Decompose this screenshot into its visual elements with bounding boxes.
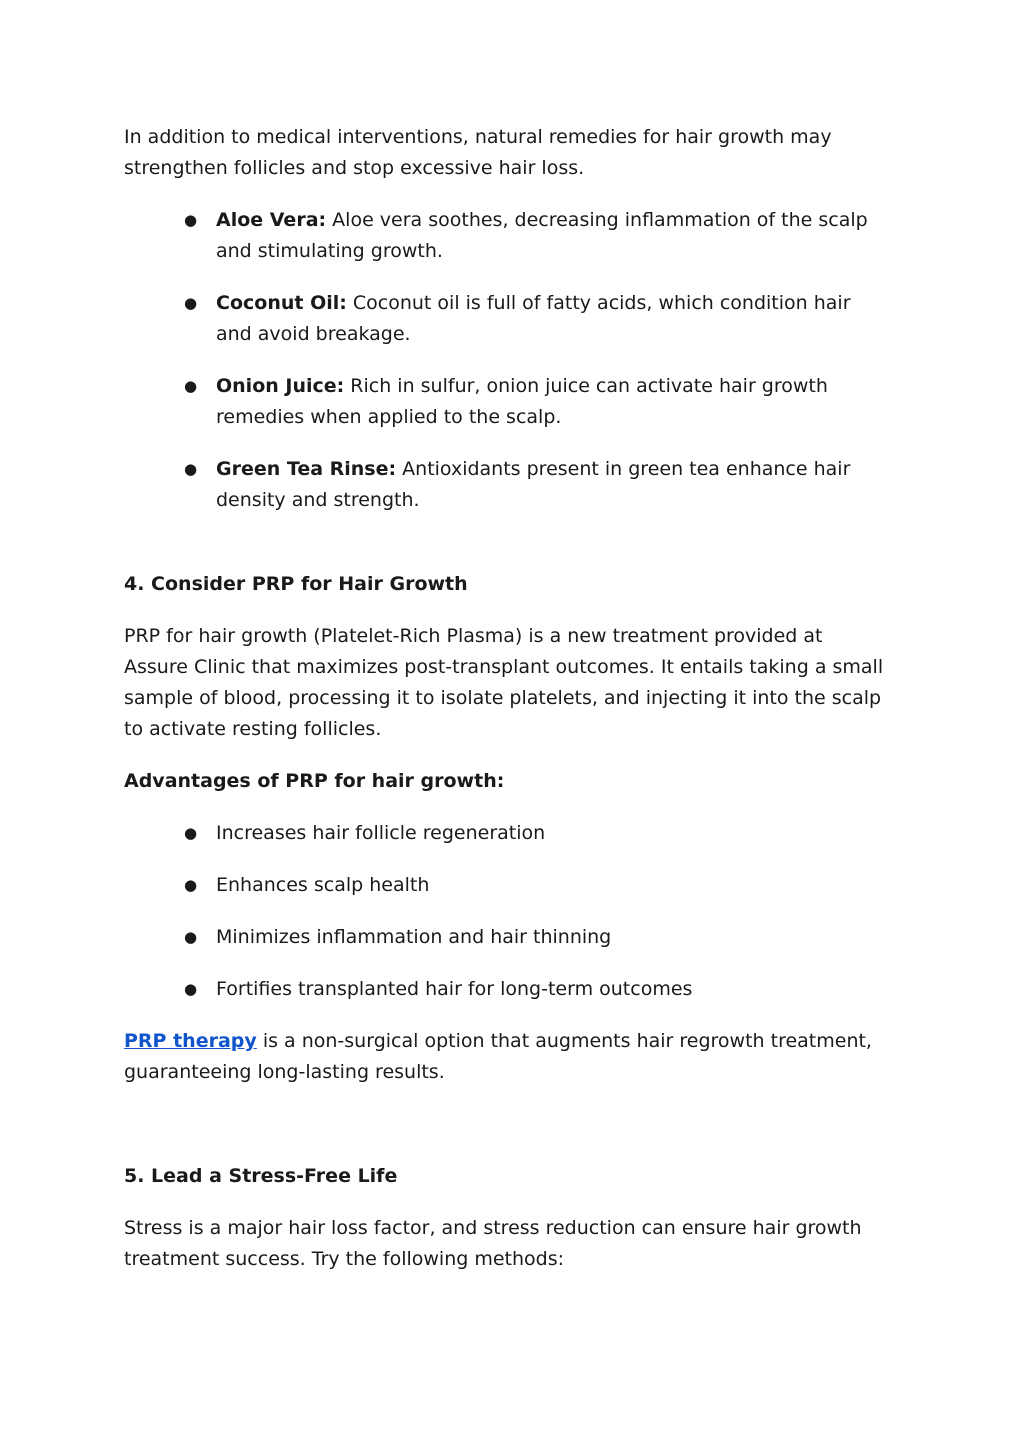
section-heading: 5. Lead a Stress-Free Life — [124, 1165, 398, 1187]
advantages-list — [124, 818, 884, 1005]
advantage-text: Enhances scalp health — [216, 874, 430, 896]
bullet-icon: ● — [184, 928, 198, 946]
advantage-text: Fortifies transplanted hair for long-term outcomes — [216, 978, 693, 1000]
section-heading: 4. Consider PRP for Hair Growth — [124, 573, 468, 595]
remedies-list — [124, 205, 884, 516]
remedy-text: Coconut oil is full of fatty acids, which condition hair and avoid breakage. — [216, 292, 851, 345]
remedy-text: Aloe vera soothes, decreasing inflammation of the scalp and stimulating growth. — [216, 209, 868, 262]
closing-text: is a non-surgical option that augments hair regrowth treatment, guaranteeing long-lasting results. — [124, 1030, 872, 1083]
remedy-term: Aloe Vera: — [216, 209, 327, 231]
bullet-icon: ● — [184, 876, 198, 894]
intro-paragraph: In addition to medical interventions, natural remedies for hair growth may strengthen follicles and stop excessive hair loss. — [124, 126, 832, 179]
list-item — [124, 974, 884, 1005]
remedy-term: Onion Juice: — [216, 375, 345, 397]
list-item — [124, 288, 884, 350]
remedy-text: Rich in sulfur, onion juice can activate hair growth remedies when applied to the scalp. — [216, 375, 828, 428]
list-item — [124, 922, 884, 953]
bullet-icon: ● — [184, 824, 198, 842]
remedy-text: Antioxidants present in green tea enhance hair density and strength. — [216, 458, 851, 511]
prp-paragraph: PRP for hair growth (Platelet-Rich Plasma) is a new treatment provided at Assure Clinic that maximizes post-transplant outcomes. It entails taking a small sample of blood, processing it to isolate platelets, and injecting it into the scalp to activate resting follicles. — [124, 625, 884, 740]
bullet-icon: ● — [184, 211, 198, 229]
bullet-icon: ● — [184, 460, 198, 478]
remedy-term: Coconut Oil: — [216, 292, 347, 314]
bullet-icon: ● — [184, 377, 198, 395]
advantages-heading: Advantages of PRP for hair growth: — [124, 770, 505, 792]
advantage-text: Minimizes inflammation and hair thinning — [216, 926, 612, 948]
bullet-icon: ● — [184, 294, 198, 312]
document-page — [124, 122, 884, 1275]
remedy-term: Green Tea Rinse: — [216, 458, 397, 480]
advantage-text: Increases hair follicle regeneration — [216, 822, 546, 844]
closing-paragraph — [124, 1026, 884, 1088]
list-item — [124, 818, 884, 849]
list-item — [124, 371, 884, 433]
list-item — [124, 205, 884, 267]
list-item — [124, 454, 884, 516]
bullet-icon: ● — [184, 980, 198, 998]
list-item — [124, 870, 884, 901]
prp-therapy-link[interactable]: PRP therapy — [124, 1030, 257, 1052]
stress-paragraph: Stress is a major hair loss factor, and stress reduction can ensure hair growth treatment success. Try the following methods: — [124, 1217, 862, 1270]
